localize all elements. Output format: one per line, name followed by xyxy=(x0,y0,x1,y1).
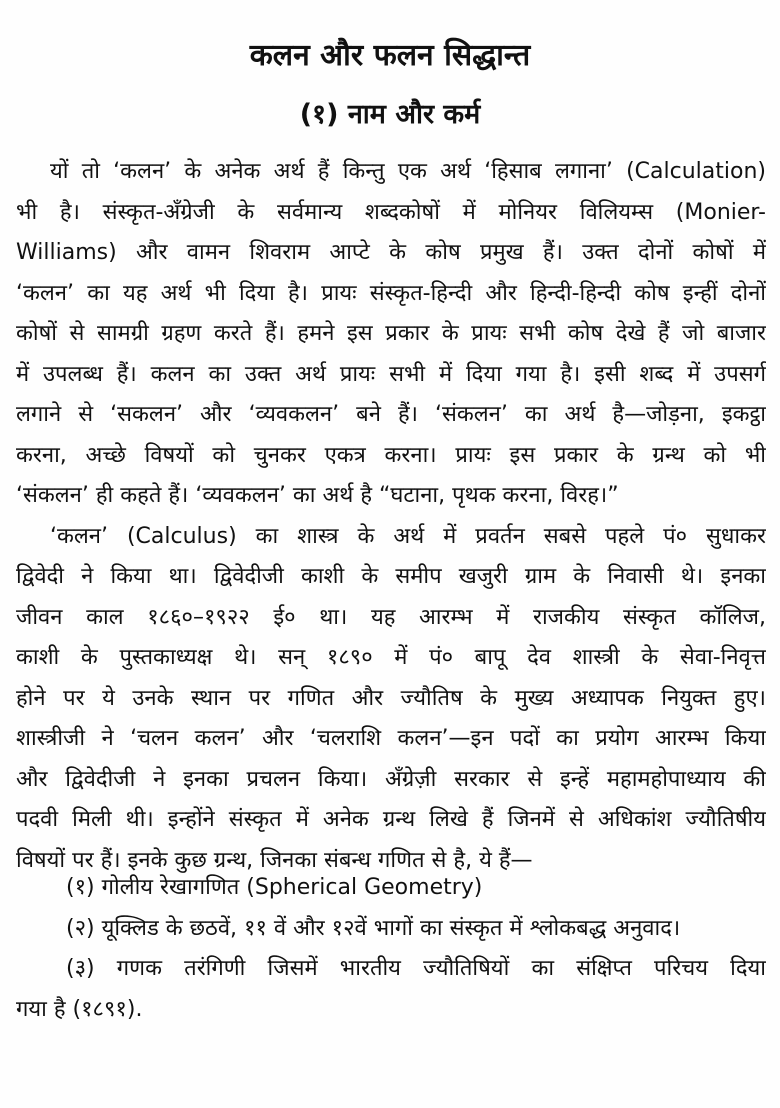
paragraph-line: करना, अच्छे विषयों को चुनकर एकत्र करना। प्रायः इस प्रकार के ग्रन्थ को भी xyxy=(16,442,766,468)
list-item-continuation: गया है (१८९१). xyxy=(16,996,143,1022)
paragraph-line: लगाने से ‘सकलन’ और ‘व्यवकलन’ बने हैं। ‘संकलन’ का अर्थ है—जोड़ना, इकट्ठा xyxy=(16,402,766,427)
paragraph-line: ‘कलन’ (Calculus) का शास्त्र के अर्थ में प्रवर्तन सबसे पहले पं० सुधाकर xyxy=(50,523,766,549)
paragraph-line: Williams) और वामन शिवराम आप्टे के कोष प्रमुख हैं। उक्त दोनों कोषों में xyxy=(16,240,766,265)
list-item: (३) गणक तरंगिणी जिसमें भारतीय ज्यौतिषियों का संक्षिप्त परिचय दिया xyxy=(66,956,766,981)
paragraph-line: पदवी मिली थी। इन्होंने संस्कृत में अनेक ग्रन्थ लिखे हैं जिनमें से अधिकांश ज्यौतिषीय xyxy=(16,807,766,832)
paragraph-line: में उपलब्ध हैं। कलन का उक्त अर्थ प्रायः सभी में दिया गया है। इसी शब्द में उपसर्ग xyxy=(16,361,766,387)
section-heading: (१) नाम और कर्म xyxy=(299,99,481,130)
paragraph-line: शास्त्रीजी ने ‘चलन कलन’ और ‘चलराशि कलन’—इन पदों का प्रयोग आरम्भ किया xyxy=(16,726,766,751)
paragraph-line: कोषों से सामग्री ग्रहण करते हैं। हमने इस प्रकार के प्रायः सभी कोष देखे हैं जो बाजार xyxy=(16,321,766,346)
list-item: (२) यूक्लिड के छठवें, ११ वें और १२वें भागों का संस्कृत में श्लोकबद्ध अनुवाद। xyxy=(66,915,681,941)
chapter-title: कलन और फलन सिद्धान्त xyxy=(249,38,531,73)
paragraph-line: होने पर ये उनके स्थान पर गणित और ज्यौतिष के मुख्य अध्यापक नियुक्त हुए। xyxy=(16,685,766,711)
paragraph-line: और द्विवेदीजी ने इनका प्रचलन किया। अँग्रेज़ी सरकार से इन्हें महामहोपाध्याय की xyxy=(16,766,766,792)
paragraph-line: यों तो ‘कलन’ के अनेक अर्थ हैं किन्तु एक अर्थ ‘हिसाब लगाना’ (Calculation) xyxy=(50,159,766,184)
paragraph xyxy=(16,152,766,517)
paragraph xyxy=(16,517,766,882)
body-text xyxy=(16,152,766,881)
list-item: (१) गोलीय रेखागणित (Spherical Geometry) xyxy=(66,875,483,900)
paragraph-line: ‘संकलन’ ही कहते हैं। ‘व्यवकलन’ का अर्थ है “घटाना, पृथक करना, विरह।” xyxy=(16,483,619,508)
paragraph-line: द्विवेदी ने किया था। द्विवेदीजी काशी के समीप खजुरी ग्राम के निवासी थे। इनका xyxy=(16,564,766,589)
paragraph-line: जीवन काल १८६०–१९२२ ई० था। यह आरम्भ में राजकीय संस्कृत कॉलिज, xyxy=(16,604,766,630)
paragraph-line: भी है। संस्कृत-अँग्रेजी के सर्वमान्य शब्दकोषों में मोनियर विलियम्स (Monier- xyxy=(16,199,766,225)
paragraph-line: ‘कलन’ का यह अर्थ भी दिया है। प्रायः संस्कृत-हिन्दी और हिन्दी-हिन्दी कोष इन्हीं दोनों xyxy=(16,280,766,306)
paragraph-line: काशी के पुस्तकाध्यक्ष थे। सन् १८९० में पं० बापू देव शास्त्री के सेवा-निवृत्त xyxy=(16,645,766,670)
paragraph-line: विषयों पर हैं। इनके कुछ ग्रन्थ, जिनका संबन्ध गणित से है, ये हैं— xyxy=(16,847,533,873)
works-list xyxy=(16,868,766,1030)
